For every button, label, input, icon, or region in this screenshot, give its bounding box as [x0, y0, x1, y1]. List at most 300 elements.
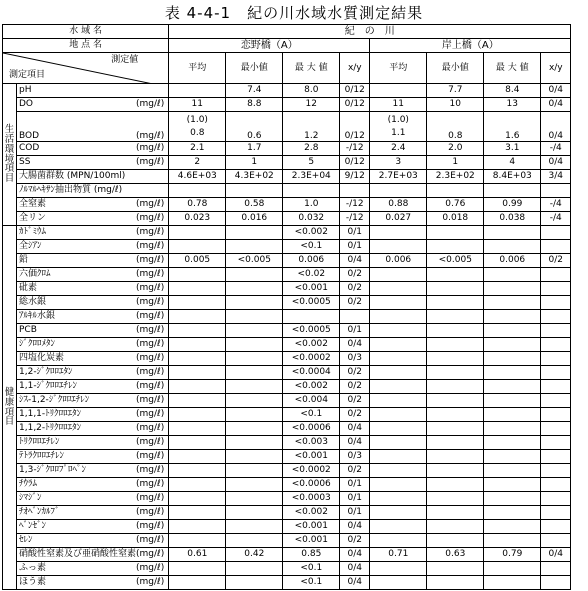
value-cell: 2.3E+02 [427, 170, 484, 184]
item-name-wrap [19, 452, 166, 461]
value-cell [541, 226, 571, 240]
item-name-cell [17, 408, 169, 422]
value-cell: <0.002 [283, 380, 340, 394]
item-name-cell [17, 562, 169, 576]
value-cell [427, 492, 484, 506]
value-cell [427, 450, 484, 464]
value-cell [541, 520, 571, 534]
value-cell: 1.7 [226, 142, 283, 156]
item-name: 1,1-ｼﾞｸﾛﾛｴﾁﾚﾝ [19, 381, 78, 391]
value-cell [169, 394, 226, 408]
value-cell [484, 534, 541, 548]
item-unit: (mg/ℓ) [136, 227, 165, 237]
value-cell [226, 240, 283, 254]
value-cell [370, 436, 427, 450]
item-name: 硝酸性窒素及び亜硝酸性窒素 [19, 549, 137, 559]
item-unit: (mg/ℓ) [136, 437, 165, 447]
item-name-wrap [19, 113, 166, 141]
item-name-wrap [19, 340, 166, 349]
water-quality-table [2, 24, 571, 590]
item-name-wrap [19, 494, 166, 503]
value-cell [169, 324, 226, 338]
value-cell: 1.0 [283, 198, 340, 212]
value-cell [226, 366, 283, 380]
value-cell: <0.0006 [283, 478, 340, 492]
value-cell [484, 310, 541, 324]
table-row [3, 240, 571, 254]
item-unit: (mg/ℓ) [136, 283, 165, 293]
value-cell: -/4 [541, 142, 571, 156]
item-unit [164, 186, 166, 195]
value-cell: 8.4E+03 [484, 170, 541, 184]
item-name-wrap [19, 144, 166, 153]
value-cell: 2.1 [169, 142, 226, 156]
item-name-cell [17, 184, 169, 198]
item-name-cell [17, 112, 169, 142]
value-cell: 8.8 [226, 98, 283, 112]
item-name-wrap [19, 522, 166, 531]
value-cell: 0.038 [484, 212, 541, 226]
value-cell [370, 366, 427, 380]
value-cell: 0/2 [340, 366, 370, 380]
value-cell [370, 268, 427, 282]
value-cell [283, 310, 340, 324]
value-cell [370, 506, 427, 520]
value-cell: 8.0 [283, 84, 340, 98]
table-row [3, 282, 571, 296]
value-cell: 0.018 [427, 212, 484, 226]
col-header: 最 大 値 [283, 53, 340, 84]
value-cell [169, 520, 226, 534]
table-row [3, 352, 571, 366]
value-cell [484, 436, 541, 450]
value-cell: 0.88 [370, 198, 427, 212]
value-cell: 13 [484, 98, 541, 112]
value-cell: 0/2 [340, 394, 370, 408]
value-cell: <0.001 [283, 282, 340, 296]
value-cell [541, 534, 571, 548]
value-cell [370, 240, 427, 254]
item-name: ﾃﾄﾗｸﾛﾛｴﾁﾚﾝ [19, 451, 65, 461]
value-cell [169, 352, 226, 366]
item-name-wrap [19, 550, 166, 559]
value-cell [370, 520, 427, 534]
value-cell [541, 422, 571, 436]
table-row [3, 338, 571, 352]
col-header: x/y [340, 53, 370, 84]
value-cell [226, 450, 283, 464]
value-cell: 0/1 [340, 324, 370, 338]
value-cell: <0.005 [427, 254, 484, 268]
value-cell [169, 534, 226, 548]
item-unit: (mg/ℓ) [136, 479, 165, 489]
value-cell: 0/2 [340, 408, 370, 422]
item-name-wrap [19, 410, 166, 419]
value-cell: <0.001 [283, 520, 340, 534]
value-cell: 0/4 [340, 436, 370, 450]
item-name: ほう素 [19, 577, 47, 587]
value-cell [427, 268, 484, 282]
col-header: 平均 [169, 53, 226, 84]
value-cell [283, 184, 340, 198]
value-cell: 0/4 [340, 562, 370, 576]
value-cell [169, 296, 226, 310]
table-row [3, 380, 571, 394]
value-cell [484, 506, 541, 520]
value-cell [541, 394, 571, 408]
item-unit: (mg/ℓ) [136, 549, 165, 559]
item-unit: (mg/ℓ) [136, 339, 165, 349]
value-cell [427, 506, 484, 520]
item-name-wrap [19, 228, 166, 237]
value-cell [427, 534, 484, 548]
value-cell [226, 310, 283, 324]
site1-name: 恋野橋（A） [169, 39, 370, 53]
value-cell: 3 [370, 156, 427, 170]
value-cell [484, 408, 541, 422]
item-name-cell [17, 310, 169, 324]
value-cell [427, 324, 484, 338]
value-cell [541, 478, 571, 492]
table-row [3, 198, 571, 212]
item-unit: (mg/ℓ) [136, 353, 165, 363]
value-cell: <0.1 [283, 576, 340, 590]
value-cell [484, 562, 541, 576]
value-cell: 0/2 [340, 296, 370, 310]
item-name: ﾁｳﾗﾑ [19, 479, 38, 489]
item-name-wrap [19, 466, 166, 475]
value-cell [370, 450, 427, 464]
item-unit: (mg/ℓ) [136, 409, 165, 419]
item-name-cell [17, 142, 169, 156]
value-cell: 0/4 [340, 520, 370, 534]
value-cell [484, 464, 541, 478]
value-cell: 0/4 [340, 576, 370, 590]
value-cell [370, 492, 427, 506]
value-cell [541, 240, 571, 254]
value-cell [169, 422, 226, 436]
value-cell [541, 352, 571, 366]
item-name-wrap [19, 270, 166, 279]
value-cell [427, 436, 484, 450]
value-cell [484, 450, 541, 464]
value-cell [427, 282, 484, 296]
item-unit: (mg/ℓ) [136, 269, 165, 279]
value-cell [427, 408, 484, 422]
value-cell [370, 394, 427, 408]
value-cell [370, 310, 427, 324]
value-cell [370, 338, 427, 352]
value-cell: 0/1 [340, 492, 370, 506]
value-cell [427, 352, 484, 366]
value-cell [169, 338, 226, 352]
table-row [3, 170, 571, 184]
value-cell: 0.006 [484, 254, 541, 268]
item-name-cell [17, 366, 169, 380]
value-cell [541, 338, 571, 352]
value-cell [226, 380, 283, 394]
value-cell: 0.71 [370, 548, 427, 562]
value-cell: 12 [283, 98, 340, 112]
item-name: 1,3-ｼﾞｸﾛﾛﾌﾟﾛﾍﾟﾝ [19, 465, 87, 475]
item-name-cell [17, 422, 169, 436]
item-name: 大腸菌群数 (MPN/100ml) [19, 171, 126, 181]
table-row [3, 84, 571, 98]
table-row [3, 184, 571, 198]
value-cell [169, 576, 226, 590]
value-cell: 0.005 [169, 254, 226, 268]
table-row [3, 408, 571, 422]
item-name: ｼﾏｼﾞﾝ [19, 493, 42, 503]
value-cell: 0/4 [541, 98, 571, 112]
table-row [3, 534, 571, 548]
group-label-health: 健 康 項 目 [3, 226, 17, 590]
value-cell [370, 422, 427, 436]
item-name-cell [17, 156, 169, 170]
table-row [3, 226, 571, 240]
value-cell: 0/12 [340, 112, 370, 142]
item-name: 砒素 [19, 283, 38, 293]
value-cell [169, 492, 226, 506]
item-name-wrap [19, 396, 166, 405]
item-unit [164, 86, 166, 95]
value-cell [226, 296, 283, 310]
item-name-wrap [19, 382, 166, 391]
item-unit: (mg/ℓ) [136, 381, 165, 391]
value-cell: 0/4 [340, 338, 370, 352]
value-cell [484, 240, 541, 254]
item-name: SS [19, 157, 31, 167]
value-cell: <0.1 [283, 408, 340, 422]
value-cell [370, 562, 427, 576]
item-unit: (mg/ℓ) [136, 563, 165, 573]
value-cell: 0/4 [541, 548, 571, 562]
table-row [3, 310, 571, 324]
value-cell [541, 268, 571, 282]
item-name-cell [17, 268, 169, 282]
item-name-wrap [19, 242, 166, 251]
value-cell: 11 [169, 98, 226, 112]
item-name-wrap [19, 508, 166, 517]
table-row [3, 112, 571, 142]
item-name: 全ｼｱﾝ [19, 241, 42, 251]
value-cell: 0/4 [340, 254, 370, 268]
table-row [3, 422, 571, 436]
value-cell [169, 240, 226, 254]
table-row [3, 464, 571, 478]
item-unit: (mg/ℓ) [136, 255, 165, 265]
item-unit: (mg/ℓ) [136, 395, 165, 405]
value-cell: <0.0004 [283, 366, 340, 380]
value-cell: 5 [283, 156, 340, 170]
value-cell [370, 380, 427, 394]
value-cell [541, 184, 571, 198]
item-unit: (mg/ℓ) [136, 493, 165, 503]
item-name: 総水銀 [19, 297, 47, 307]
value-cell: 1 [226, 156, 283, 170]
value-cell: 8.4 [484, 84, 541, 98]
item-name-wrap [19, 200, 166, 209]
table-row [3, 268, 571, 282]
item-name-wrap [19, 578, 166, 587]
value-cell: <0.005 [226, 254, 283, 268]
value-cell [370, 324, 427, 338]
item-name-cell [17, 296, 169, 310]
value-cell [370, 464, 427, 478]
value-cell: 2 [169, 156, 226, 170]
item-name: ｼｽ-1,2-ｼﾞｸﾛﾛｴﾁﾚﾝ [19, 395, 90, 405]
value-cell: <0.0002 [283, 352, 340, 366]
value-cell: <0.001 [283, 450, 340, 464]
item-unit: (mg/ℓ) [136, 130, 165, 141]
value-cell: -/12 [340, 142, 370, 156]
value-cell [226, 324, 283, 338]
item-name-cell [17, 548, 169, 562]
value-cell: 0/1 [340, 240, 370, 254]
value-cell [226, 268, 283, 282]
item-name-cell [17, 478, 169, 492]
value-cell [541, 450, 571, 464]
value-cell: 2.3E+04 [283, 170, 340, 184]
col-header: 最 大 値 [484, 53, 541, 84]
value-cell [169, 380, 226, 394]
table-row [3, 296, 571, 310]
value-cell [484, 352, 541, 366]
item-unit: (mg/ℓ) [136, 367, 165, 377]
value-cell [169, 184, 226, 198]
value-note: (1.0) [186, 114, 208, 125]
value-cell: 0.032 [283, 212, 340, 226]
value-cell [226, 282, 283, 296]
value-cell [484, 366, 541, 380]
value-cell [226, 534, 283, 548]
item-name: ｱﾙｷﾙ水銀 [19, 311, 56, 321]
table-row [3, 520, 571, 534]
value-text: 1.1 [391, 127, 406, 138]
value-cell [427, 562, 484, 576]
item-name-cell [17, 464, 169, 478]
water-area-value: 紀 の 川 [169, 25, 571, 39]
value-cell: 4.3E+02 [226, 170, 283, 184]
site-label: 地 点 名 [3, 39, 169, 53]
value-cell [226, 408, 283, 422]
value-cell [370, 534, 427, 548]
value-cell [226, 352, 283, 366]
table-row [3, 98, 571, 112]
value-cell: 9/12 [340, 170, 370, 184]
value-cell [169, 408, 226, 422]
value-cell [484, 296, 541, 310]
item-name: pH [19, 85, 32, 95]
item-name-cell [17, 492, 169, 506]
item-name-cell [17, 198, 169, 212]
group-label-living: 生 活 環 境 項 目 [3, 84, 17, 226]
value-cell: 2.4 [370, 142, 427, 156]
value-cell [169, 506, 226, 520]
value-cell [541, 324, 571, 338]
value-cell: 0/3 [340, 352, 370, 366]
item-name-cell [17, 534, 169, 548]
header-corner [3, 53, 169, 84]
item-name: PCB [19, 325, 37, 335]
value-cell [541, 562, 571, 576]
item-unit: (mg/ℓ) [136, 157, 165, 167]
item-name-cell [17, 84, 169, 98]
value-cell: 7.4 [226, 84, 283, 98]
value-cell: 0/4 [541, 84, 571, 98]
value-cell: 0.6 [226, 112, 283, 142]
value-cell [484, 268, 541, 282]
item-name: DO [19, 99, 34, 109]
value-cell [541, 380, 571, 394]
value-cell [370, 226, 427, 240]
item-name-wrap [19, 312, 166, 321]
value-cell [169, 282, 226, 296]
item-name: 全窒素 [19, 199, 47, 209]
value-cell [370, 478, 427, 492]
item-name-cell [17, 240, 169, 254]
table-row [3, 324, 571, 338]
value-cell [226, 226, 283, 240]
value-cell: <0.0005 [283, 324, 340, 338]
item-name: ﾉﾙﾏﾙﾍｷｻﾝ抽出物質 (mg/ℓ) [19, 185, 123, 195]
water-area-label: 水 域 名 [3, 25, 169, 39]
item-name: 四塩化炭素 [19, 353, 65, 363]
item-name-cell [17, 352, 169, 366]
value-cell [427, 240, 484, 254]
value-cell: 0/12 [340, 98, 370, 112]
value-cell: -/4 [541, 212, 571, 226]
item-unit: (mg/ℓ) [136, 297, 165, 307]
item-unit: (mg/ℓ) [136, 99, 165, 109]
value-cell: <0.002 [283, 226, 340, 240]
value-cell: 0.78 [169, 198, 226, 212]
value-cell: 0/3 [340, 450, 370, 464]
value-cell: 1.2 [283, 112, 340, 142]
item-name: ﾍﾞﾝｾﾞﾝ [19, 521, 47, 531]
item-name-cell [17, 394, 169, 408]
item-name-wrap [19, 564, 166, 573]
value-cell [226, 506, 283, 520]
value-cell [427, 478, 484, 492]
value-cell [541, 464, 571, 478]
table-row [3, 548, 571, 562]
col-header: 平均 [370, 53, 427, 84]
item-name: ﾁｵﾍﾞﾝｶﾙﾌﾞ [19, 507, 60, 517]
value-cell: 0.006 [283, 254, 340, 268]
value-cell: 4 [484, 156, 541, 170]
value-cell [226, 338, 283, 352]
value-cell: 0.99 [484, 198, 541, 212]
value-cell: 1 [427, 156, 484, 170]
item-name: ｶﾄﾞﾐｳﾑ [19, 227, 47, 237]
item-name-wrap [19, 354, 166, 363]
value-cell [427, 394, 484, 408]
value-cell: <0.1 [283, 240, 340, 254]
table-row [3, 576, 571, 590]
value-cell [541, 506, 571, 520]
value-cell [340, 184, 370, 198]
value-cell: 0.027 [370, 212, 427, 226]
value-cell [169, 450, 226, 464]
item-name: 1,1,1-ﾄﾘｸﾛﾛｴﾀﾝ [19, 409, 82, 419]
item-name-wrap [19, 424, 166, 433]
item-name-cell [17, 576, 169, 590]
value-cell: -/12 [340, 212, 370, 226]
value-cell: 0/4 [541, 112, 571, 142]
item-unit: (mg/ℓ) [136, 423, 165, 433]
value-cell [427, 520, 484, 534]
